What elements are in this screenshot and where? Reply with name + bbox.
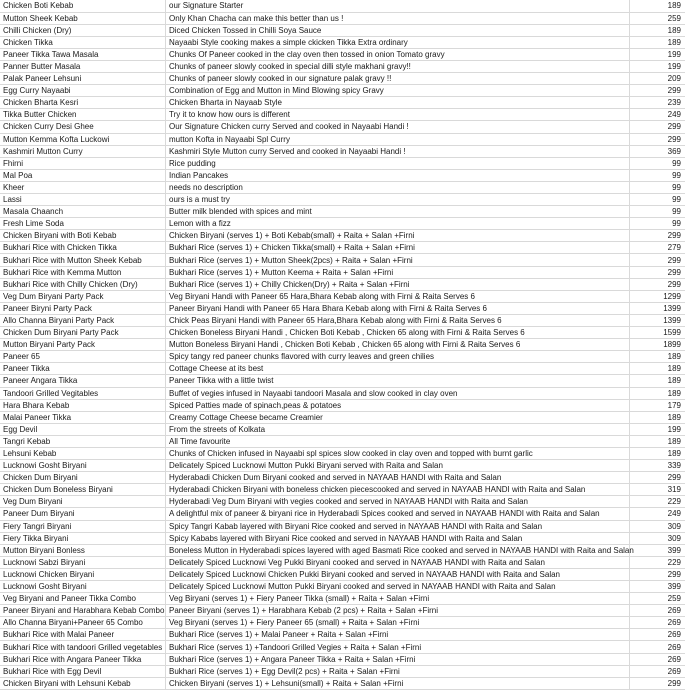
item-price-cell[interactable]: 299 [630,568,685,580]
table-row [0,157,685,169]
table-row [0,290,685,302]
item-name-cell[interactable]: Mutton Biryani Bonless [0,544,166,556]
table-row [0,302,685,314]
item-description-cell[interactable]: ours is a must try [166,194,630,206]
item-name-cell[interactable]: Kashmiri Mutton Curry [0,145,166,157]
item-description-cell[interactable]: Bukhari Rice (serves 1) + Mutton Sheek(2pcs) + Raita + Salan +Firni [166,254,630,266]
item-name-cell[interactable]: Hara Bhara Kebab [0,399,166,411]
item-description-cell[interactable]: our Signature Starter [166,0,630,12]
item-price-cell[interactable]: 1899 [630,339,685,351]
table-row [0,581,685,593]
item-description-cell[interactable]: Bukhari Rice (serves 1) +Tandoori Grilled Vegies + Raita + Salan +Firni [166,641,630,653]
table-row [0,218,685,230]
item-description-cell[interactable]: Chicken Boneless Biryani Handi , Chicken Boti Kebab , Chicken 65 along with Firni & Raita Serves 6 [166,327,630,339]
item-description-cell[interactable]: Delicately Spiced Lucknowi Veg Pukki Biryani cooked and served in NAYAAB HANDI with Raita and Salan [166,556,630,568]
item-price-cell[interactable]: 189 [630,411,685,423]
table-row [0,351,685,363]
item-description-cell[interactable]: Diced Chicken Tossed in Chilli Soya Sauce [166,24,630,36]
item-description-cell[interactable]: Chunks of Chicken infused in Nayaabi spl spices slow cooked in clay oven and topped with burnt garlic [166,447,630,459]
table-row [0,254,685,266]
item-name-cell[interactable]: Chicken Bharta Kesri [0,97,166,109]
item-name-cell[interactable]: Tandoori Grilled Vegitables [0,387,166,399]
table-row [0,121,685,133]
item-name-cell[interactable]: Mutton Sheek Kebab [0,12,166,24]
table-row [0,544,685,556]
item-name-cell[interactable]: Tikka Butter Chicken [0,109,166,121]
table-row [0,447,685,459]
item-price-cell[interactable]: 229 [630,556,685,568]
item-price-cell[interactable]: 209 [630,73,685,85]
item-description-cell[interactable]: Spiced Patties made of spinach,peas & potatoes [166,399,630,411]
item-price-cell[interactable]: 1599 [630,327,685,339]
item-description-cell[interactable]: Chunks of paneer slowly cooked in special dilli style makhani gravy!! [166,60,630,72]
item-description-cell[interactable]: Delicately Spiced Lucknowi Mutton Pukki Biryani cooked and served in NAYAAB HANDI with Raita and Salan [166,581,630,593]
item-name-cell[interactable]: Bukhari Rice with Chicken Tikka [0,242,166,254]
item-description-cell[interactable]: Bukhari Rice (serves 1) + Chicken Tikka(small) + Raita + Salan +Firni [166,242,630,254]
item-name-cell[interactable]: Chicken Dum Boneless Biryani [0,484,166,496]
item-price-cell[interactable]: 299 [630,254,685,266]
item-name-cell[interactable]: Paneer Biryni Party Pack [0,302,166,314]
item-price-cell[interactable]: 189 [630,351,685,363]
table-row [0,339,685,351]
item-price-cell[interactable]: 369 [630,145,685,157]
item-price-cell[interactable]: 259 [630,593,685,605]
item-description-cell[interactable]: Butter milk blended with spices and mint [166,206,630,218]
item-price-cell[interactable]: 299 [630,278,685,290]
item-description-cell[interactable]: Rice pudding [166,157,630,169]
item-description-cell[interactable]: Lemon with a fizz [166,218,630,230]
item-description-cell[interactable]: Hyderabadi Chicken Biryani with boneless chicken piecescooked and served in NAYAAB HANDI with Raita and Salan [166,484,630,496]
table-row [0,314,685,326]
item-name-cell[interactable]: Fresh Lime Soda [0,218,166,230]
table-row [0,24,685,36]
item-name-cell[interactable]: Paneer 65 [0,351,166,363]
item-description-cell[interactable]: Bukhari Rice (serves 1) + Angara Paneer Tikka + Raita + Salan +Firni [166,653,630,665]
item-description-cell[interactable]: Nayaabi Style cooking makes a simple ckicken Tikka Extra ordinary [166,36,630,48]
table-row [0,181,685,193]
item-price-cell[interactable]: 189 [630,36,685,48]
item-name-cell[interactable]: Chicken Biryani with Boti Kebab [0,230,166,242]
item-description-cell[interactable]: A delightful mix of paneer & biryani rice in Hyderabadi Spices cooked and served in NAYAAB HANDI with Raita and Salan [166,508,630,520]
item-name-cell[interactable]: Kheer [0,181,166,193]
table-row [0,460,685,472]
item-name-cell[interactable]: Bukhari Rice with Chilly Chicken (Dry) [0,278,166,290]
item-name-cell[interactable]: Paneer Biryani and Harabhara Kebab Combo [0,605,166,617]
item-description-cell[interactable]: Mutton Boneless Biryani Handi , Chicken Boti Kebab , Chicken 65 along with Firni & Raita Serves 6 [166,339,630,351]
table-row [0,133,685,145]
item-price-cell[interactable]: 189 [630,363,685,375]
table-row [0,605,685,617]
item-price-cell[interactable]: 269 [630,653,685,665]
item-name-cell[interactable]: Veg Dum Biryani [0,496,166,508]
table-row [0,278,685,290]
item-description-cell[interactable]: Delicately Spiced Lucknowi Mutton Pukki Biryani served with Raita and Salan [166,460,630,472]
item-description-cell[interactable]: Spicy Kababs layered with Biryani Rice cooked and served in NAYAAB HANDI with Raita and Salan [166,532,630,544]
table-row [0,194,685,206]
item-price-cell[interactable]: 239 [630,97,685,109]
table-row [0,641,685,653]
table-row [0,85,685,97]
item-name-cell[interactable]: Chicken Tikka [0,36,166,48]
item-description-cell[interactable]: Chunks of paneer slowly cooked in our signature palak gravy !! [166,73,630,85]
item-name-cell[interactable]: Lassi [0,194,166,206]
table-row [0,532,685,544]
item-name-cell[interactable]: Fiery Tikka Biryani [0,532,166,544]
item-price-cell[interactable]: 299 [630,472,685,484]
item-description-cell[interactable]: Buffet of vegies infused in Nayaabi tandoori Masala and slow cooked in clay oven [166,387,630,399]
table-row [0,665,685,677]
item-description-cell[interactable]: From the streets of Kolkata [166,423,630,435]
table-row [0,375,685,387]
table-row [0,230,685,242]
item-price-cell[interactable]: 1399 [630,302,685,314]
item-price-cell[interactable]: 269 [630,641,685,653]
item-price-cell[interactable]: 189 [630,387,685,399]
item-description-cell[interactable]: Spicy Tangri Kabab layered with Biryani Rice cooked and served in NAYAAB HANDI with Raita and Salan [166,520,630,532]
table-row [0,423,685,435]
table-row [0,568,685,580]
item-price-cell[interactable]: 199 [630,60,685,72]
table-row [0,593,685,605]
item-price-cell[interactable]: 199 [630,423,685,435]
table-row [0,206,685,218]
item-price-cell[interactable]: 309 [630,520,685,532]
table-row [0,556,685,568]
item-price-cell[interactable]: 99 [630,194,685,206]
item-description-cell[interactable]: Kashmiri Style Mutton curry Served and cooked in Nayaabi Handi ! [166,145,630,157]
item-price-cell[interactable]: 299 [630,266,685,278]
item-price-cell[interactable]: 399 [630,581,685,593]
item-price-cell[interactable]: 339 [630,460,685,472]
table-row [0,520,685,532]
item-name-cell[interactable]: Fiery Tangri Biryani [0,520,166,532]
item-price-cell[interactable]: 299 [630,677,685,689]
table-row [0,629,685,641]
item-description-cell[interactable]: Cottage Cheese at its best [166,363,630,375]
item-name-cell[interactable]: Palak Paneer Lehsuni [0,73,166,85]
item-name-cell[interactable]: Chilli Chicken (Dry) [0,24,166,36]
item-price-cell[interactable]: 1299 [630,290,685,302]
item-price-cell[interactable]: 299 [630,133,685,145]
item-description-cell[interactable]: Paneer Tikka with a little twist [166,375,630,387]
table-row [0,242,685,254]
item-description-cell[interactable]: Delicately Spiced Lucknowi Chicken Pukki Biryani cooked and served in NAYAAB HANDI with Raita and Salan [166,568,630,580]
item-price-cell[interactable]: 189 [630,447,685,459]
item-price-cell[interactable]: 399 [630,544,685,556]
table-row [0,617,685,629]
table-row [0,0,685,12]
table-row [0,266,685,278]
item-description-cell[interactable]: Bukhari Rice (serves 1) + Malai Paneer + Raita + Salan +Firni [166,629,630,641]
item-name-cell[interactable]: Bukhari Rice with Mutton Sheek Kebab [0,254,166,266]
item-price-cell[interactable]: 229 [630,496,685,508]
item-description-cell[interactable]: Try it to know how ours is different [166,109,630,121]
item-price-cell[interactable]: 269 [630,629,685,641]
item-price-cell[interactable]: 249 [630,508,685,520]
item-name-cell[interactable]: Tangri Kebab [0,435,166,447]
item-name-cell[interactable]: Mal Poa [0,169,166,181]
table-row [0,472,685,484]
item-description-cell[interactable]: mutton Kofta in Nayaabi Spl Curry [166,133,630,145]
item-name-cell[interactable]: Allo Channa Biryani Party Pack [0,314,166,326]
item-name-cell[interactable]: Chicken Dum Biryani [0,472,166,484]
item-name-cell[interactable]: Paneer Dum Biryani [0,508,166,520]
item-price-cell[interactable]: 269 [630,665,685,677]
item-description-cell[interactable]: Veg Biryani (serves 1) + Fiery Paneer Tikka (small) + Raita + Salan +Firni [166,593,630,605]
table-row [0,653,685,665]
table-row [0,60,685,72]
item-price-cell[interactable]: 249 [630,109,685,121]
item-name-cell[interactable]: Mutton Kemma Kofta Luckowi [0,133,166,145]
item-price-cell[interactable]: 279 [630,242,685,254]
item-name-cell[interactable]: Chicken Curry Desi Ghee [0,121,166,133]
item-price-cell[interactable]: 259 [630,12,685,24]
item-price-cell[interactable]: 189 [630,0,685,12]
item-price-cell[interactable]: 269 [630,605,685,617]
table-row [0,109,685,121]
item-description-cell[interactable]: Chicken Bharta in Nayaab Style [166,97,630,109]
table-row [0,169,685,181]
table-row [0,73,685,85]
item-name-cell[interactable]: Paneer Angara Tikka [0,375,166,387]
item-name-cell[interactable]: Bukhari Rice with Kemma Mutton [0,266,166,278]
item-name-cell[interactable]: Paneer Tikka Tawa Masala [0,48,166,60]
item-description-cell[interactable]: Combination of Egg and Mutton in Mind Blowing spicy Gravy [166,85,630,97]
item-name-cell[interactable]: Mutton Biryani Party Pack [0,339,166,351]
item-price-cell[interactable]: 189 [630,24,685,36]
item-price-cell[interactable]: 1399 [630,314,685,326]
table-row [0,435,685,447]
item-description-cell[interactable]: Bukhari Rice (serves 1) + Egg Devil(2 pcs) + Raita + Salan +Firni [166,665,630,677]
table-row [0,12,685,24]
item-description-cell[interactable]: Only Khan Chacha can make this better than us ! [166,12,630,24]
item-price-cell[interactable]: 299 [630,230,685,242]
item-price-cell[interactable]: 99 [630,206,685,218]
item-description-cell[interactable]: Paneer Biryani Handi with Paneer 65 Hara Bhara Kebab along with Firni & Raita Serves 6 [166,302,630,314]
item-name-cell[interactable]: Fhirni [0,157,166,169]
item-name-cell[interactable]: Bukhari Rice with Angara Paneer Tikka [0,653,166,665]
item-price-cell[interactable]: 189 [630,435,685,447]
table-row [0,36,685,48]
item-price-cell[interactable]: 189 [630,375,685,387]
item-name-cell[interactable]: Chicken Dum Biryani Party Pack [0,327,166,339]
item-description-cell[interactable]: Indian Pancakes [166,169,630,181]
item-price-cell[interactable]: 179 [630,399,685,411]
item-description-cell[interactable]: Hyderabadi Veg Dum Biryani with vegies cooked and served in NAYAAB HANDI with Raita and Salan [166,496,630,508]
table-row [0,327,685,339]
table-row [0,496,685,508]
item-name-cell[interactable]: Egg Curry Nayaabi [0,85,166,97]
item-description-cell[interactable]: Paneer Biryani (serves 1) + Harabhara Kebab (2 pcs) + Raita + Salan +Firni [166,605,630,617]
item-name-cell[interactable]: Veg Dum Biryani Party Pack [0,290,166,302]
item-name-cell[interactable]: Lucknowi Chicken Biryani [0,568,166,580]
item-price-cell[interactable]: 99 [630,169,685,181]
item-name-cell[interactable]: Masala Chaanch [0,206,166,218]
item-price-cell[interactable]: 99 [630,181,685,193]
item-description-cell[interactable]: Spicy tangy red paneer chunks flavored with curry leaves and green chilies [166,351,630,363]
item-name-cell[interactable]: Lucknowi Gosht Biryani [0,460,166,472]
item-name-cell[interactable]: Bukhari Rice with Malai Paneer [0,629,166,641]
item-price-cell[interactable]: 299 [630,121,685,133]
item-description-cell[interactable]: Chunks Of Paneer cooked in the clay oven then tossed in onion Tomato gravy [166,48,630,60]
item-description-cell[interactable]: needs no description [166,181,630,193]
item-name-cell[interactable]: Egg Devil [0,423,166,435]
item-name-cell[interactable]: Allo Channa Biryani+Paneer 65 Combo [0,617,166,629]
item-name-cell[interactable]: Bukhari Rice with tandoori Grilled vegetables [0,641,166,653]
item-price-cell[interactable]: 319 [630,484,685,496]
item-description-cell[interactable]: Bukhari Rice (serves 1) + Chilly Chicken(Dry) + Raita + Salan +Firni [166,278,630,290]
item-price-cell[interactable]: 99 [630,157,685,169]
table-row [0,677,685,689]
item-description-cell[interactable]: Bukhari Rice (serves 1) + Mutton Keema + Raita + Salan +Firni [166,266,630,278]
table-row [0,145,685,157]
item-name-cell[interactable]: Chicken Boti Kebab [0,0,166,12]
item-price-cell[interactable]: 99 [630,218,685,230]
item-description-cell[interactable]: Our Signature Chicken curry Served and cooked in Nayaabi Handi ! [166,121,630,133]
item-description-cell[interactable]: All Time favourite [166,435,630,447]
item-description-cell[interactable]: Boneless Mutton in Hyderabadi spices layered with aged Basmati Rice cooked and served in NAYAAB HANDI with Raita and Salan [166,544,630,556]
item-price-cell[interactable]: 269 [630,617,685,629]
item-description-cell[interactable]: Chicken Biryani (serves 1) + Lehsuni(small) + Raita + Salan +Firni [166,677,630,689]
item-price-cell[interactable]: 309 [630,532,685,544]
item-price-cell[interactable]: 199 [630,48,685,60]
table-row [0,387,685,399]
table-row [0,508,685,520]
item-name-cell[interactable]: Lehsuni Kebab [0,447,166,459]
item-price-cell[interactable]: 299 [630,85,685,97]
item-name-cell[interactable]: Veg Biryani and Paneer Tikka Combo [0,593,166,605]
table-row [0,411,685,423]
table-row [0,363,685,375]
table-row [0,399,685,411]
table-row [0,484,685,496]
item-name-cell[interactable]: Chicken Biryani with Lehsuni Kebab [0,677,166,689]
table-row [0,48,685,60]
item-name-cell[interactable]: Bukhari Rice with Egg Devil [0,665,166,677]
item-name-cell[interactable]: Panner Butter Masala [0,60,166,72]
item-name-cell[interactable]: Paneer Tikka [0,363,166,375]
item-description-cell[interactable]: Hyderabadi Chicken Dum Biryani cooked and served in NAYAAB HANDI with Raita and Salan [166,472,630,484]
item-description-cell[interactable]: Creamy Cottage Cheese became Creamier [166,411,630,423]
item-description-cell[interactable]: Veg Biryani Handi with Paneer 65 Hara,Bhara Kebab along with Firni & Raita Serves 6 [166,290,630,302]
item-name-cell[interactable]: Malai Paneer Tikka [0,411,166,423]
table-row [0,97,685,109]
item-name-cell[interactable]: Lucknowi Sabzi Biryani [0,556,166,568]
item-description-cell[interactable]: Chick Peas Biryani Handi with Paneer 65 Hara,Bhara Kebab along with Firni & Raita Serves 6 [166,314,630,326]
item-description-cell[interactable]: Chicken Biryani (serves 1) + Boti Kebab(small) + Raita + Salan +Firni [166,230,630,242]
item-name-cell[interactable]: Lucknowi Gosht Biryani [0,581,166,593]
item-description-cell[interactable]: Veg Biryani (serves 1) + Fiery Paneer 65 (small) + Raita + Salan +Firni [166,617,630,629]
